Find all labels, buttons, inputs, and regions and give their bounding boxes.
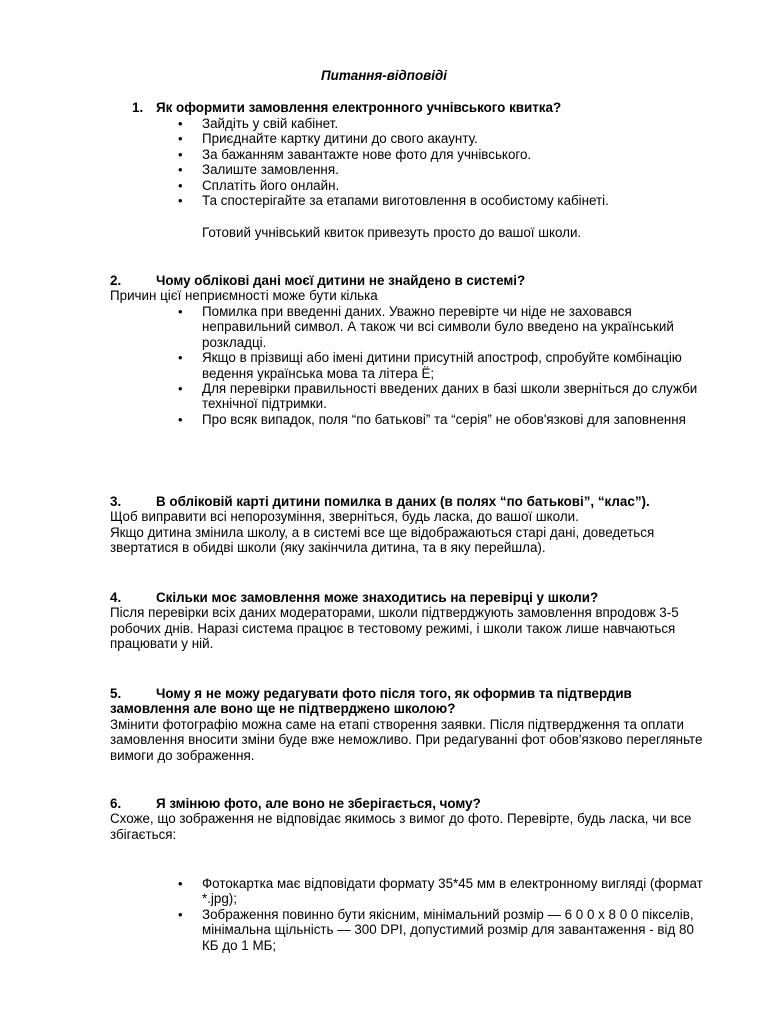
question-text: Чому я не можу редагувати фото після того, як оформив та підтвердив	[156, 686, 632, 701]
question-number: 6.	[110, 796, 122, 811]
question-2-heading	[110, 273, 710, 288]
list-item: • Якщо в прізвищі або імені дитини присутній апостроф, спробуйте комбінацію ведення українська мова та літера Ё;	[178, 350, 708, 381]
list-item: • Помилка при введенні даних. Уважно перевірте чи ніде не заховався неправильний символ. А також чи всі символи було введено на український розкладці.	[178, 304, 708, 350]
question-5-answer: Змінити фотографію можна саме на етапі створення заявки. Після підтвердження та оплати замовлення вносити зміни буде вже неможливо. При редагуванні фот обов'язково перегляньте вимоги до зображення.	[110, 716, 703, 763]
question-4	[110, 590, 710, 652]
question-6-answer: Схоже, що зображення не відповідає якимось з вимог до фото. Перевірте, будь ласка, чи все збігається:	[110, 811, 692, 842]
question-number: 3.	[110, 494, 122, 509]
question-4-heading	[110, 590, 710, 605]
list-item: • За бажанням завантажте нове фото для учнівського.	[178, 147, 708, 162]
question-1-note: Готовий учнівський квиток привезуть просто до вашої школи.	[202, 225, 582, 240]
list-item: • Сплатіть його онлайн.	[178, 178, 708, 193]
question-number: 1.	[132, 100, 144, 115]
question-number: 2.	[110, 273, 122, 288]
list-item: • Для перевірки правильності введених даних в базі школи зверніться до служби технічної підтримки.	[178, 381, 708, 412]
question-3-answer-1: Щоб виправити всі непорозуміння, зверніться, будь ласка, до вашої школи.	[110, 509, 579, 525]
page-title: Питання-відповіді	[321, 68, 447, 83]
question-1-steps	[178, 116, 708, 208]
question-text: В обліковій карті дитини помилка в даних (в полях “по батькові”, “клас”).	[156, 494, 650, 509]
question-number: 4.	[110, 590, 122, 605]
question-text: Чому облікові дані моєї дитини не знайдено в системі?	[156, 273, 526, 288]
question-number: 5.	[110, 686, 122, 701]
question-text: Як оформити замовлення електронного учнівського квитка?	[156, 100, 562, 115]
question-5	[110, 686, 710, 763]
question-text: Скільки моє замовлення може знаходитись на перевірці у школи?	[156, 590, 599, 605]
question-3-heading	[110, 494, 710, 509]
question-3-answer-2: Якщо дитина змінила школу, а в системі все ще відображаються старі дані, доведеться звертатися в обидві школи (яку закінчила дитина, та в яку перейшла).	[110, 524, 655, 556]
question-6-requirements	[178, 876, 708, 953]
list-item: • Зображення повинно бути якісним, мінімальний розмір — 6 0 0 x 8 0 0 пікселів, мінімальна щільність — 300 DPI, допустимий розмір для завантаження - від 80 КБ до 1 МБ;	[178, 907, 708, 953]
question-2	[110, 273, 710, 304]
list-item: • Залиште замовлення.	[178, 162, 708, 177]
question-6-heading	[110, 796, 710, 811]
question-2-intro: Причин цієї неприємності може бути кілька	[110, 288, 378, 304]
question-2-reasons	[178, 304, 708, 427]
question-1-heading	[132, 100, 561, 115]
question-text-continued: замовлення але воно ще не підтверджено школою?	[110, 701, 456, 717]
question-5-heading	[110, 686, 710, 717]
question-6	[110, 796, 710, 842]
question-3	[110, 494, 710, 556]
list-item: • Зайдіть у свій кабінет.	[178, 116, 708, 131]
list-item: • Приєднайте картку дитини до свого акаунту.	[178, 131, 708, 146]
list-item: • Про всяк випадок, поля “по батькові” та “серія” не обов'язкові для заповнення	[178, 412, 708, 427]
question-4-answer: Після перевірки всіх даних модераторами, школи підтверджують замовлення впродовж 3-5 робочих днів. Наразі система працює в тестовому режимі, і школи також лише навчаються працювати у ній.	[110, 605, 679, 652]
question-text: Я змінюю фото, але воно не зберігається, чому?	[156, 796, 481, 811]
list-item: • Фотокартка має відповідати формату 35*45 мм в електронному вигляді (формат *.jpg);	[178, 876, 708, 907]
list-item: • Та спостерігайте за етапами виготовлення в особистому кабінеті.	[178, 193, 708, 208]
